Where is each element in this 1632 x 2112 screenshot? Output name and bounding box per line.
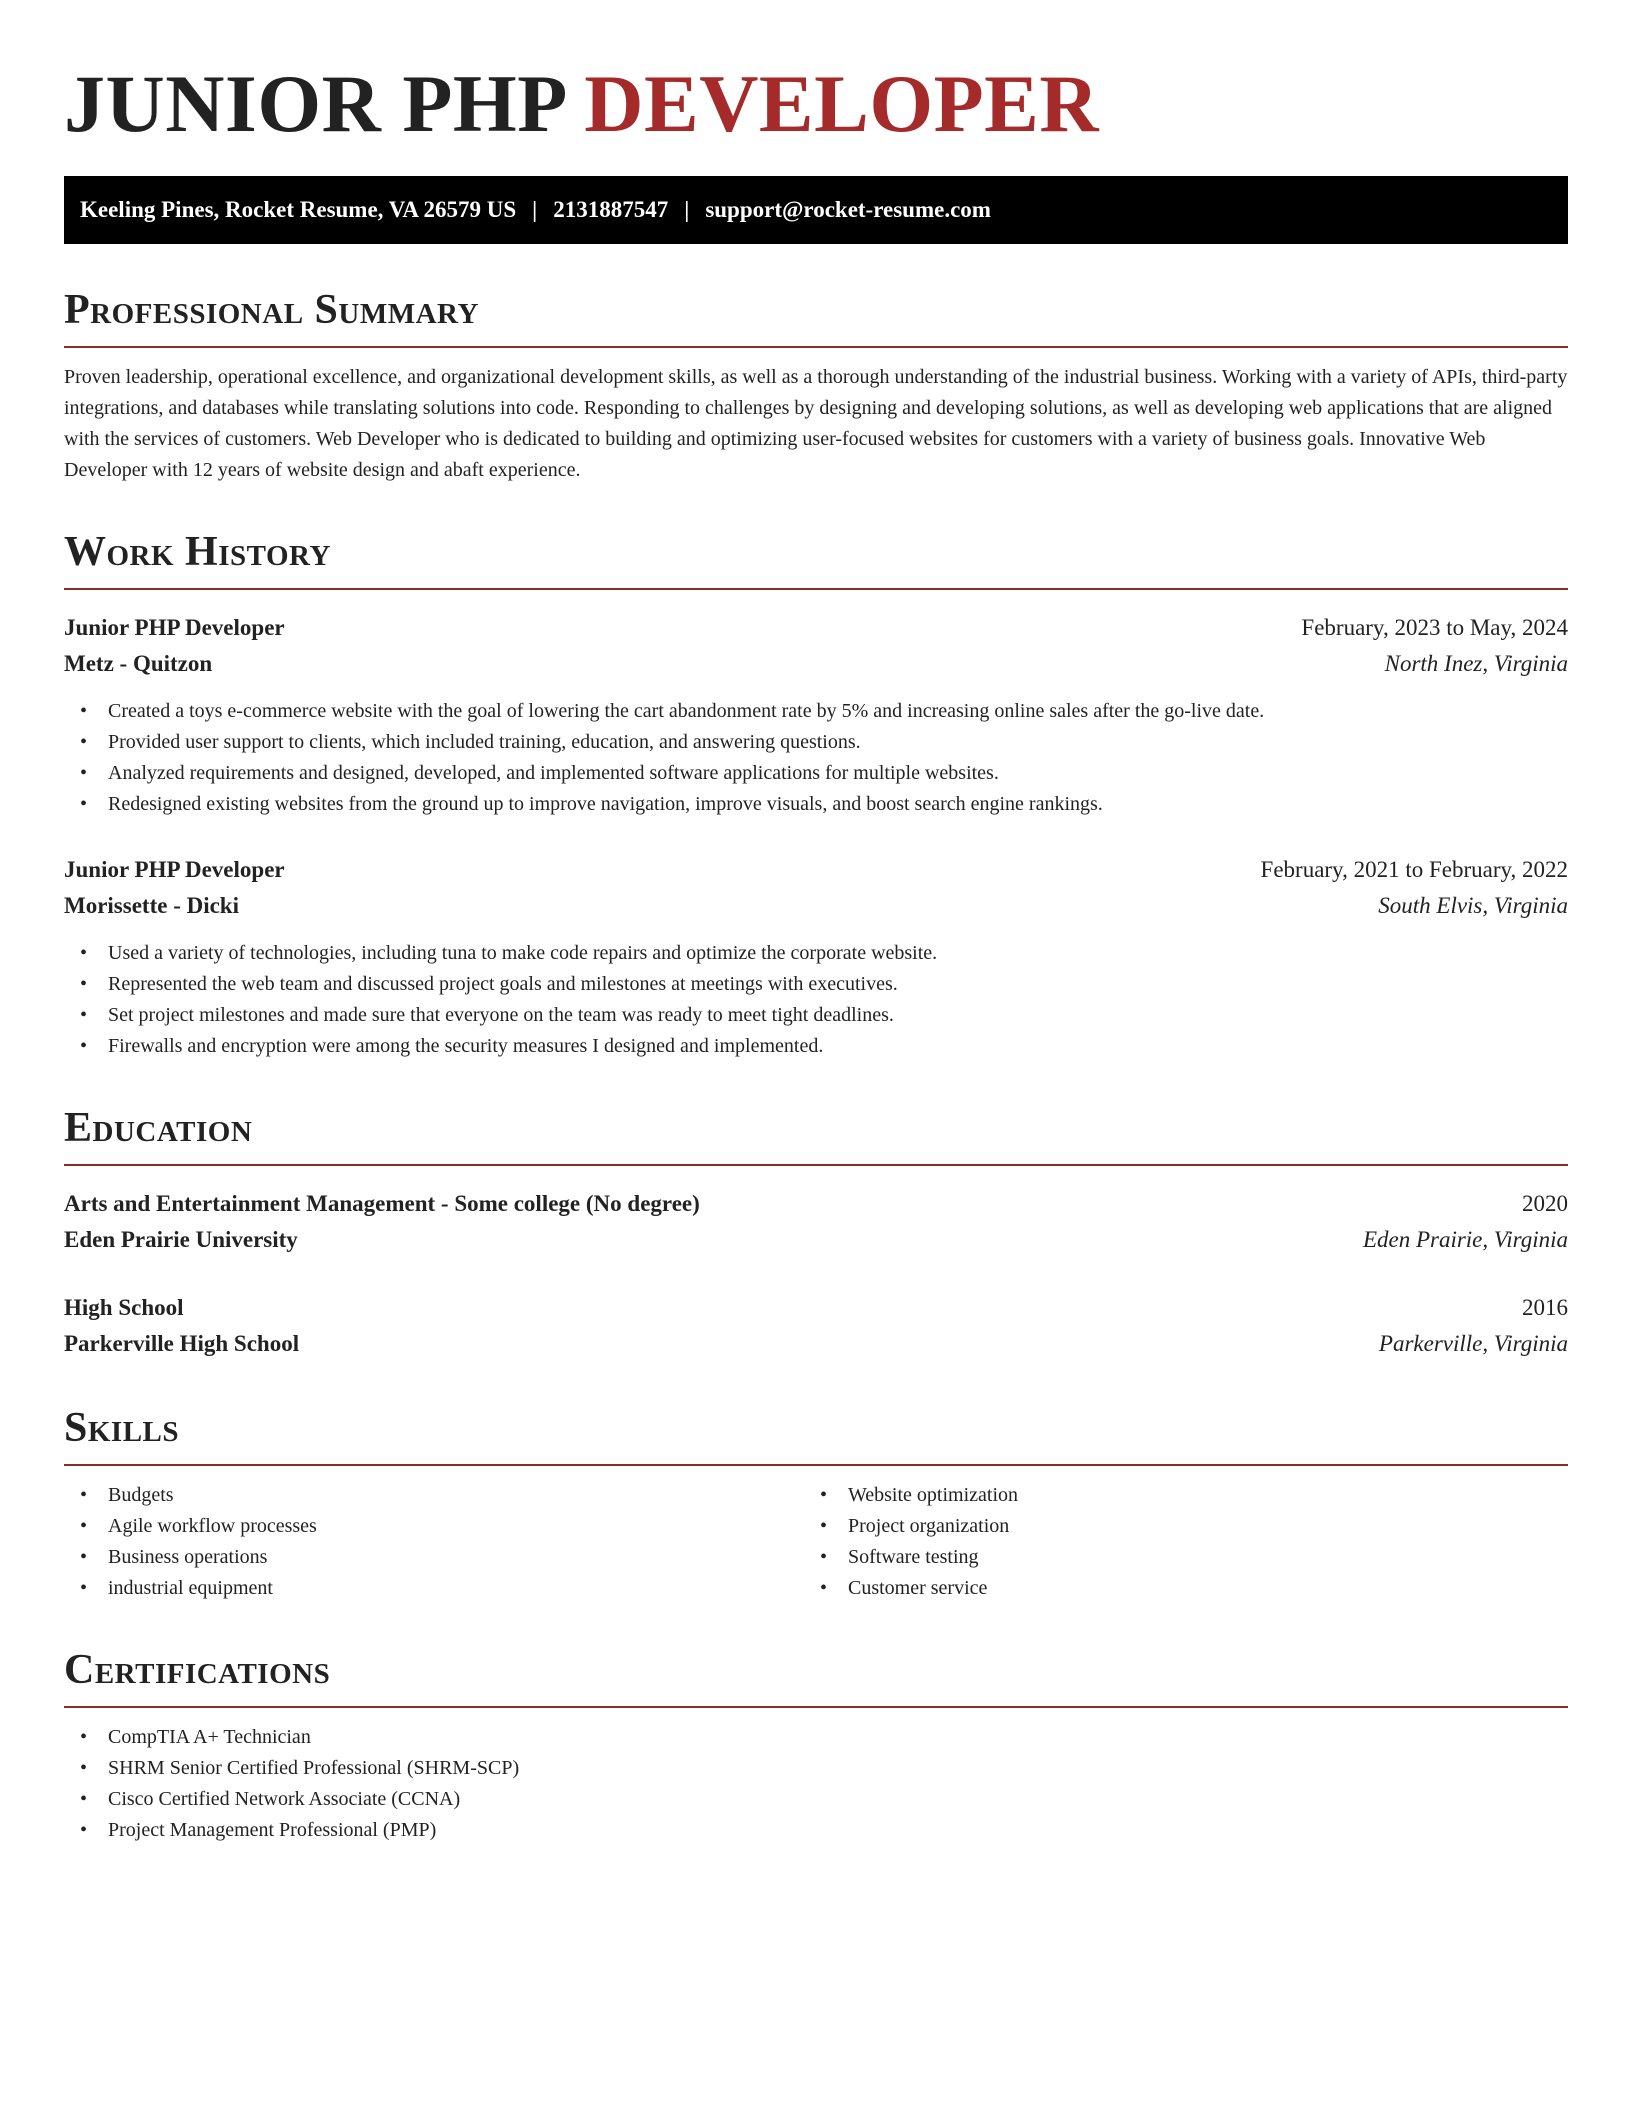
name-last: DEVELOPER xyxy=(584,58,1100,149)
education-year: 2020 xyxy=(1522,1191,1568,1216)
section-title-skills: Skills xyxy=(64,1402,1568,1466)
contact-email: support@rocket-resume.com xyxy=(705,197,991,222)
list-item: • CompTIA A+ Technician xyxy=(64,1722,1568,1753)
education-section xyxy=(64,1102,1568,1362)
section-title-certifications: Certifications xyxy=(64,1644,1568,1708)
job-company: Metz - Quitzon xyxy=(64,651,213,676)
certifications-section xyxy=(64,1644,1568,1846)
list-item: • Budgets xyxy=(64,1480,804,1511)
list-item: • Set project milestones and made sure that everyone on the team was ready to meet tight deadlines. xyxy=(64,1000,1568,1031)
skills-columns xyxy=(64,1480,1568,1604)
education-year: 2016 xyxy=(1522,1295,1568,1320)
job-dates: February, 2023 to May, 2024 xyxy=(1301,615,1568,640)
list-item: • Project Management Professional (PMP) xyxy=(64,1815,1568,1846)
name-first: JUNIOR PHP xyxy=(64,58,564,149)
list-item: • industrial equipment xyxy=(64,1573,804,1604)
skills-list-right xyxy=(804,1480,1568,1604)
list-item: • Redesigned existing websites from the ground up to improve navigation, improve visuals, and boost search engine rankings. xyxy=(64,789,1568,820)
skills-list-left xyxy=(64,1480,804,1604)
summary-section xyxy=(64,284,1568,486)
job-bullets xyxy=(64,938,1568,1062)
contact-separator: | xyxy=(684,197,690,222)
education-degree: High School xyxy=(64,1295,184,1320)
list-item: • SHRM Senior Certified Professional (SHRM-SCP) xyxy=(64,1753,1568,1784)
list-item: • Project organization xyxy=(804,1511,1568,1542)
summary-text: Proven leadership, operational excellence, and organizational development skills, as well as a thorough understanding of the industrial business. Working with a variety of APIs, third-party integrations, and databases while translating solutions into code. Responding to challenges by designing and developing solutions, as well as developing web applications that are aligned with the services of customers. Web Developer who is dedicated to building and optimizing user-focused websites for customers with a variety of business goals. Innovative Web Developer with 12 years of website design and abaft experience. xyxy=(64,366,1568,481)
list-item: • Cisco Certified Network Associate (CCNA) xyxy=(64,1784,1568,1815)
resume-page xyxy=(64,0,1568,1846)
job-location: North Inez, Virginia xyxy=(1384,651,1568,676)
job-location: South Elvis, Virginia xyxy=(1378,893,1568,918)
skills-section xyxy=(64,1402,1568,1604)
job-dates: February, 2021 to February, 2022 xyxy=(1260,857,1568,882)
job-role: Junior PHP Developer xyxy=(64,615,285,640)
job-company: Morissette - Dicki xyxy=(64,893,239,918)
section-title-education: Education xyxy=(64,1102,1568,1166)
contact-separator: | xyxy=(532,197,538,222)
education-location: Parkerville, Virginia xyxy=(1378,1331,1568,1356)
list-item: • Agile workflow processes xyxy=(64,1511,804,1542)
contact-address: Keeling Pines, Rocket Resume, VA 26579 US xyxy=(80,197,517,222)
list-item: • Software testing xyxy=(804,1542,1568,1573)
job-entry xyxy=(64,852,1568,1062)
list-item: • Business operations xyxy=(64,1542,804,1573)
list-item: • Represented the web team and discussed project goals and milestones at meetings with executives. xyxy=(64,969,1568,1000)
education-school: Parkerville High School xyxy=(64,1331,300,1356)
certifications-list xyxy=(64,1722,1568,1846)
list-item: • Used a variety of technologies, including tuna to make code repairs and optimize the corporate website. xyxy=(64,938,1568,969)
job-bullets xyxy=(64,696,1568,820)
education-location: Eden Prairie, Virginia xyxy=(1362,1227,1568,1252)
contact-phone: 2131887547 xyxy=(553,197,669,222)
work-history-section xyxy=(64,526,1568,1062)
list-item: • Firewalls and encryption were among the security measures I designed and implemented. xyxy=(64,1031,1568,1062)
contact-bar xyxy=(64,176,1568,244)
job-entry xyxy=(64,610,1568,820)
education-school: Eden Prairie University xyxy=(64,1227,298,1252)
list-item: • Provided user support to clients, which included training, education, and answering questions. xyxy=(64,727,1568,758)
list-item: • Created a toys e-commerce website with the goal of lowering the cart abandonment rate by 5% and increasing online sales after the go-live date. xyxy=(64,696,1568,727)
education-degree: Arts and Entertainment Management - Some college (No degree) xyxy=(64,1191,700,1216)
list-item: • Website optimization xyxy=(804,1480,1568,1511)
list-item: • Analyzed requirements and designed, developed, and implemented software applications for multiple websites. xyxy=(64,758,1568,789)
section-title-summary: Professional Summary xyxy=(64,284,1568,348)
section-title-work-history: Work History xyxy=(64,526,1568,590)
resume-name-heading xyxy=(64,58,1568,150)
list-item: • Customer service xyxy=(804,1573,1568,1604)
job-role: Junior PHP Developer xyxy=(64,857,285,882)
education-entry xyxy=(64,1290,1568,1362)
education-entry xyxy=(64,1186,1568,1258)
